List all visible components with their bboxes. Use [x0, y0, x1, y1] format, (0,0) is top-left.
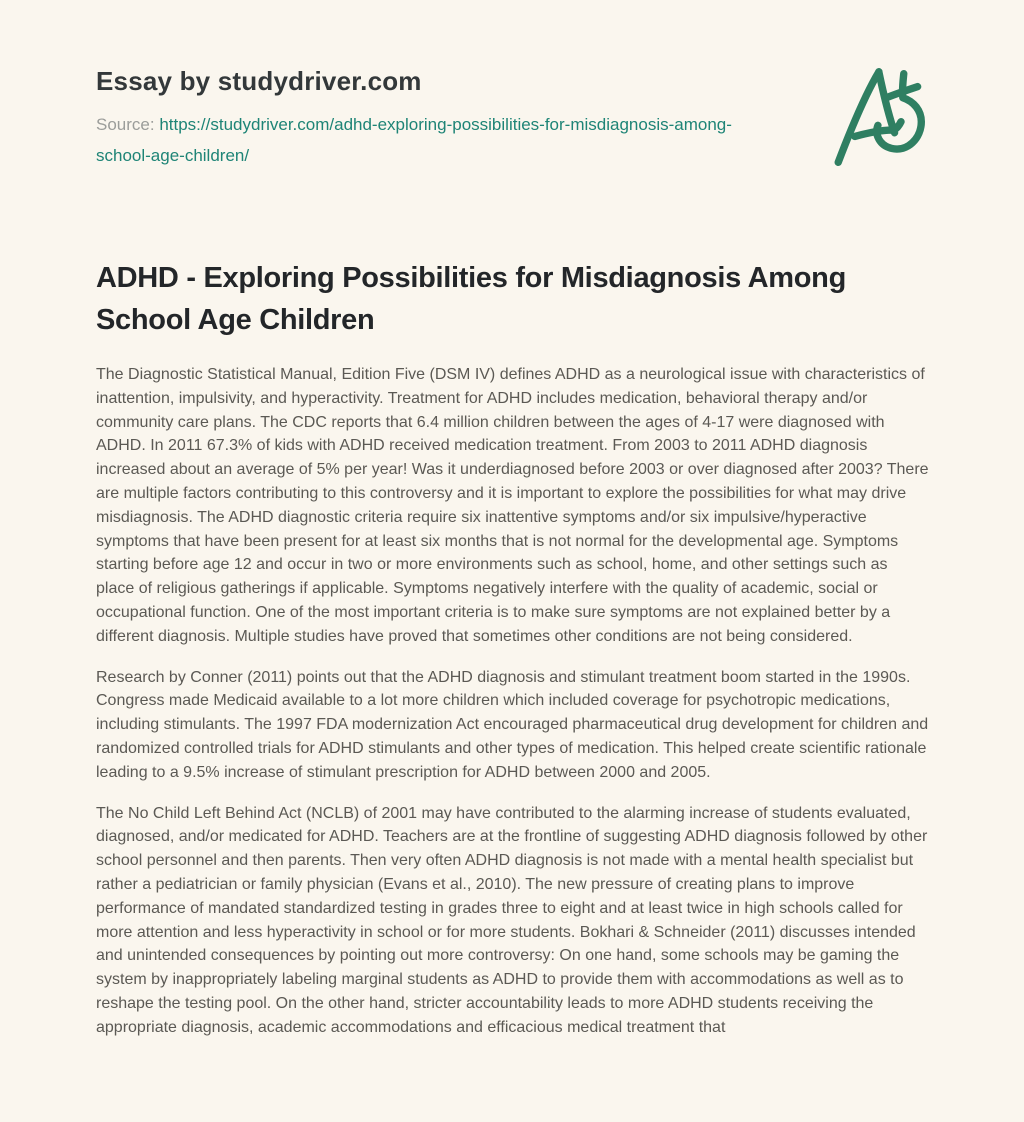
essay-paragraph-1: The Diagnostic Statistical Manual, Edition Five (DSM IV) defines ADHD as a neurological issue with characteristics of inattention, impulsivity, and hyperactivity. Treatment for ADHD includes medication, behavioral therapy and/or community care plans. The CDC reports that 6.4 million children between the ages of 4-17 were diagnosed with ADHD. In 2011 67.3% of kids with ADHD received medication treatment. From 2003 to 2011 ADHD diagnosis increased about an average of 5% per year! Was it underdiagnosed before 2003 or over diagnosed after 2003? There are multiple factors contributing to this controversy and it is important to explore the possibilities for what may drive misdiagnosis. The ADHD diagnostic criteria require six inattentive symptoms and/or six impulsive/hyperactive symptoms that have been present for at least six months that is not normal for the developmental age. Symptoms starting before age 12 and occur in two or more environments such as school, home, and other settings such as place of religious gatherings if applicable. Symptoms negatively interfere with the quality of academic, social or occupational function. One of the most important criteria is to make sure symptoms are not explained better by a different diagnosis. Multiple studies have proved that sometimes other conditions are not being considered. [96, 366, 929, 645]
source-label: Source: [96, 115, 155, 134]
essay-paragraph-2: Research by Conner (2011) points out that the ADHD diagnosis and stimulant treatment boom started in the 1990s. Congress made Medicaid available to a lot more children which included coverage for psychotropic medications, including stimulants. The 1997 FDA modernization Act encouraged pharmaceutical drug development for children and randomized controlled trials for ADHD stimulants and other types of medication. This helped create scientific rationale leading to a 9.5% increase of stimulant prescription for ADHD between 2000 and 2005. [96, 668, 929, 781]
essay-title: ADHD - Exploring Possibilities for Misdiagnosis Among School Age Children [96, 262, 846, 336]
a-plus-logo-icon [829, 62, 925, 174]
source-line [96, 109, 751, 171]
document-header [96, 66, 930, 171]
page-title: Essay by studydriver.com [96, 66, 422, 96]
studydriver-logo [829, 62, 925, 174]
essay-paragraph-3: The No Child Left Behind Act (NCLB) of 2001 may have contributed to the alarming increase of students evaluated, diagnosed, and/or medicated for ADHD. Teachers are at the frontline of suggesting ADHD diagnosis followed by other school personnel and then parents. Then very often ADHD diagnosis is not made with a mental health specialist but rather a pediatrician or family physician (Evans et al., 2010). The new pressure of creating plans to improve performance of mandated standardized testing in grades three to eight and at least twice in high schools called for more attention and less hyperactivity in school or for more students. Bokhari & Schneider (2011) discusses intended and unintended consequences by pointing out more controversy: On one hand, some schools may be gaming the system by inappropriately labeling marginal students as ADHD to provide them with accommodations as well as to reshape the testing pool. On the other hand, stricter accountability leads to more ADHD students receiving the appropriate diagnosis, academic accommodations and efficacious medical treatment that [96, 804, 928, 1036]
essay-body [96, 257, 930, 1040]
source-link[interactable]: https://studydriver.com/adhd-exploring-possibilities-for-misdiagnosis-among-school-age-children/ [96, 115, 732, 165]
